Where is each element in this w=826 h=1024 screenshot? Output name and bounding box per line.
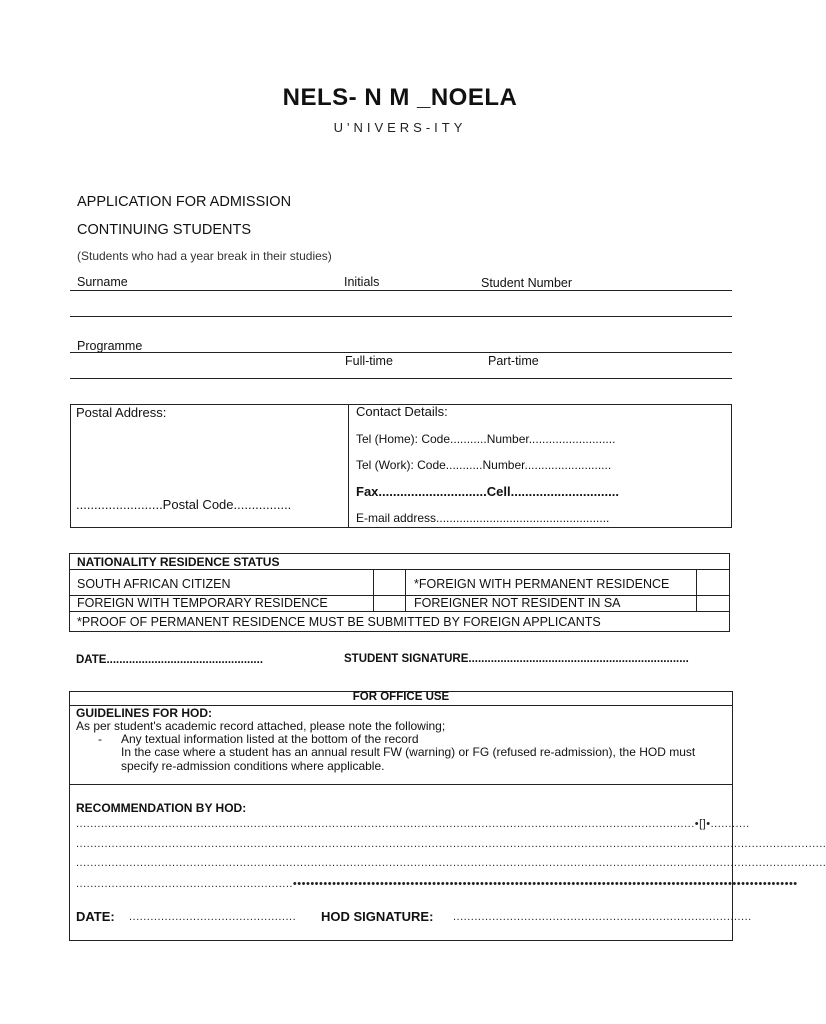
guideline-bullet-3: specify re-admission conditions where applicable.: [121, 759, 385, 773]
nationality-header: NATIONALITY RESIDENCE STATUS: [77, 555, 280, 569]
form-subtitle: CONTINUING STUDENTS: [77, 222, 251, 238]
postal-code-field[interactable]: ........................Postal Code................: [76, 497, 292, 512]
name-entry-line[interactable]: [70, 316, 732, 317]
initials-label: Initials: [344, 275, 380, 289]
bullet-dash: -: [98, 732, 102, 746]
study-mode-line[interactable]: [70, 378, 732, 379]
university-name: NELS- N M _NOELA: [282, 84, 518, 111]
tel-work-field[interactable]: Tel (Work): Code...........Number..........................: [356, 458, 612, 472]
tel-home-field[interactable]: Tel (Home): Code...........Number..........................: [356, 432, 616, 446]
guideline-bullet-2: In the case where a student has an annual result FW (warning) or FG (refused re-admission), the HOD must: [121, 745, 696, 759]
guideline-bullet-1: Any textual information listed at the bottom of the record: [121, 732, 419, 746]
form-title: APPLICATION FOR ADMISSION: [77, 194, 292, 210]
office-use-header: FOR OFFICE USE: [352, 691, 450, 703]
option-foreign-temporary: FOREIGN WITH TEMPORARY RESIDENCE: [77, 596, 328, 610]
form-note: (Students who had a year break in their studies): [77, 249, 332, 263]
option-not-resident: FOREIGNER NOT RESIDENT IN SA: [414, 596, 621, 610]
fax-cell-field[interactable]: Fax..............................Cell..............................: [356, 484, 619, 499]
nationality-proof-line: [69, 611, 730, 612]
proof-note: *PROOF OF PERMANENT RESIDENCE MUST BE SUBMITTED BY FOREIGN APPLICANTS: [77, 615, 601, 629]
recommendation-title: RECOMMENDATION BY HOD:: [76, 801, 247, 815]
programme-label: Programme: [77, 339, 143, 353]
email-field[interactable]: E-mail address....................................................: [356, 511, 610, 525]
address-divider: [348, 404, 349, 528]
hod-date-label: DATE:: [76, 909, 115, 924]
surname-label: Surname: [77, 275, 128, 289]
option-foreign-permanent: *FOREIGN WITH PERMANENT RESIDENCE: [414, 577, 670, 591]
nationality-col-2: [405, 569, 406, 611]
recommendation-line-2[interactable]: ...................................................................................................................................................................................................................: [76, 838, 826, 850]
part-time-label: Part-time: [488, 354, 539, 368]
full-time-label: Full-time: [345, 354, 393, 368]
checkbox-south-african[interactable]: [374, 570, 405, 595]
hod-date-field[interactable]: ...............................................: [129, 911, 297, 923]
programme-line[interactable]: [70, 352, 732, 353]
checkbox-foreign-temporary[interactable]: [374, 596, 405, 611]
guidelines-divider: [69, 784, 733, 785]
hod-signature-label: HOD SIGNATURE:: [321, 909, 434, 924]
option-south-african: SOUTH AFRICAN CITIZEN: [77, 577, 231, 591]
date-field[interactable]: DATE.................................................: [76, 654, 264, 666]
postal-address-label: Postal Address:: [76, 405, 167, 420]
university-subtitle: U'NIVERS-ITY: [333, 120, 467, 135]
checkbox-not-resident[interactable]: [697, 596, 729, 611]
name-row-line: [70, 290, 732, 291]
guidelines-text: As per student's academic record attached, please note the following;: [76, 719, 446, 733]
recommendation-line-1[interactable]: ..............................................................................................................................................................................•[]•...........: [76, 818, 750, 830]
student-signature-field[interactable]: STUDENT SIGNATURE.....................................................................: [344, 653, 689, 665]
hod-signature-field[interactable]: ....................................................................................: [453, 911, 752, 923]
contact-details-label: Contact Details:: [356, 404, 448, 419]
guidelines-title: GUIDELINES FOR HOD:: [76, 706, 213, 720]
recommendation-line-3[interactable]: ...................................................................................................................................................................................................................: [76, 857, 826, 869]
checkbox-foreign-permanent[interactable]: [697, 570, 729, 595]
recommendation-line-4[interactable]: .............................................................••••••••••••••••••••••••••••••••••••••••••••••••••••••••••••••••••••••••••••••••••••••••••••••••••••••••••••••••••••: [76, 878, 798, 890]
student-number-label: Student Number: [481, 276, 573, 290]
